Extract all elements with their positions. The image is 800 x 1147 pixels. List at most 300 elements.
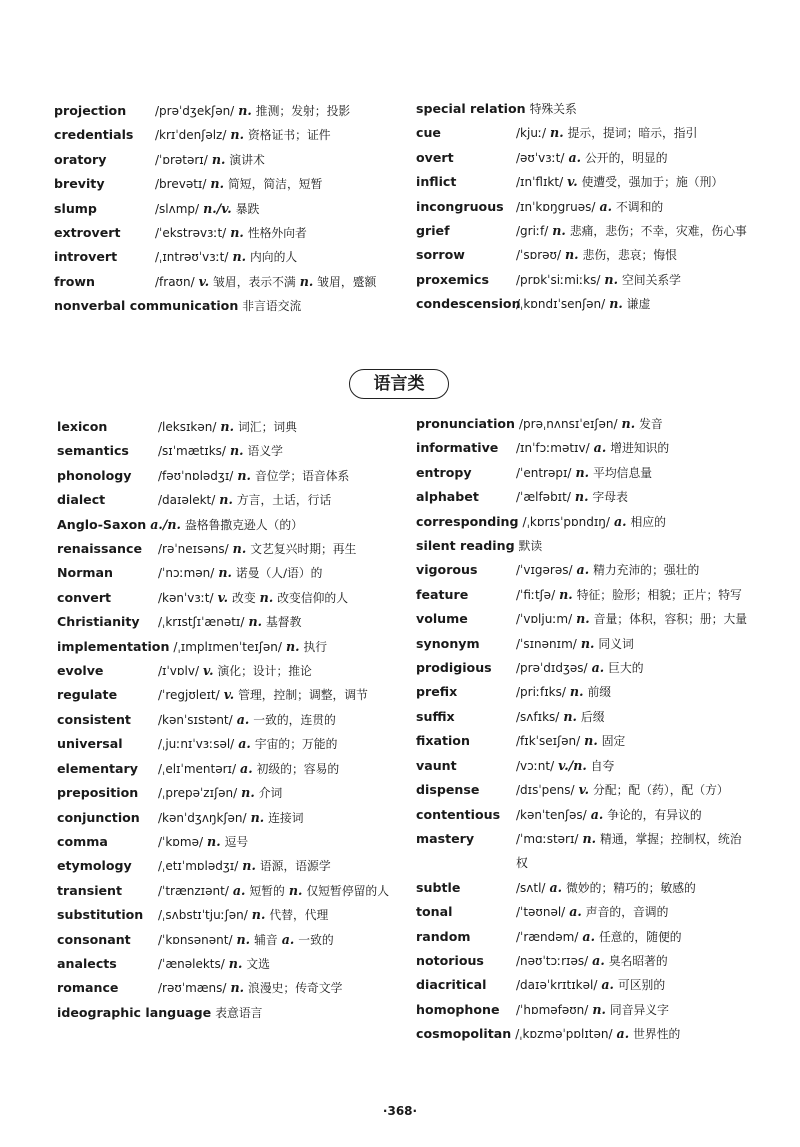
part-of-speech: n. (621, 416, 636, 431)
part-of-speech: v. (203, 663, 214, 679)
chinese-meaning: 一致的，连贯的 (253, 712, 336, 727)
vocab-entry (57, 586, 393, 610)
phonetic: /ɪnˈflɪkt/ (516, 175, 564, 190)
chinese-meaning: 推测；发射；投影 (255, 104, 351, 118)
chinese-meaning: 仅短暂停留的人 (306, 883, 390, 898)
section2-right-column (416, 412, 752, 1047)
headword: projection (54, 103, 127, 118)
vocab-entry (54, 123, 394, 147)
part-of-speech: n. (574, 489, 589, 505)
phonetic: /əʊˈvɜːt/ (516, 150, 565, 165)
headword: silent reading (416, 538, 515, 554)
section2-left-column (57, 415, 393, 1025)
chinese-meaning: 辅音 (254, 932, 278, 947)
headword: prefix (416, 684, 458, 700)
headword: contentious (416, 806, 501, 822)
vocab-entry (416, 243, 752, 267)
headword: Anglo-Saxon (57, 516, 147, 532)
definition (519, 538, 543, 553)
chinese-meaning: 宇宙的；万能的 (254, 737, 338, 752)
vocab-entry (416, 170, 752, 194)
definition (519, 416, 663, 431)
vocab-entry (416, 219, 752, 243)
phonetic: /ɪˈvɒlv/ (158, 664, 199, 679)
headword: preposition (57, 785, 139, 801)
phonetic: /brevətɪ/ (155, 177, 207, 192)
phonetic: /ˈkɒmə/ (158, 834, 204, 849)
vocab-entry (54, 294, 394, 318)
chinese-meaning: 浪漫史；传奇文学 (248, 981, 343, 996)
chinese-meaning: 谦虚 (626, 297, 651, 312)
chinese-meaning: 改变信仰的人 (277, 590, 349, 605)
chinese-meaning: 内向的人 (250, 250, 298, 265)
chinese-meaning: 特殊关系 (529, 102, 577, 116)
chinese-meaning: 介词 (258, 786, 283, 801)
part-of-speech: a. (236, 711, 250, 727)
chinese-meaning: 文选 (246, 956, 270, 971)
vocab-entry (416, 729, 752, 753)
headword: mastery (416, 830, 475, 846)
part-of-speech: a. (576, 562, 590, 578)
part-of-speech: n. (236, 931, 251, 947)
part-of-speech: v. (217, 589, 229, 605)
chinese-meaning: 改变 (232, 590, 256, 605)
vocab-entry (416, 656, 752, 680)
vocab-entry (54, 245, 394, 269)
phonetic: /ˈregjʊleɪt/ (158, 688, 220, 703)
part-of-speech: n. (230, 127, 244, 143)
phonetic: /leksɪkən/ (158, 420, 217, 434)
part-of-speech: n. (563, 708, 577, 724)
part-of-speech: n. (218, 565, 232, 581)
chinese-meaning: 暴跌 (235, 201, 260, 216)
definition (150, 517, 303, 532)
chinese-meaning: 巨大的 (608, 661, 644, 676)
part-of-speech: a. (569, 904, 582, 920)
chinese-meaning: 前缀 (587, 685, 612, 700)
headword: slump (54, 200, 97, 216)
headword: regulate (57, 687, 118, 703)
headword: inflict (416, 174, 457, 190)
part-of-speech: a. (238, 736, 251, 752)
headword: romance (57, 980, 119, 996)
part-of-speech: n. (580, 635, 595, 651)
phonetic: /ˈrændəm/ (516, 929, 579, 944)
headword: universal (57, 736, 123, 752)
part-of-speech: v. (198, 273, 210, 289)
definition (57, 488, 393, 512)
section-title-language: 语言类 (349, 369, 449, 399)
part-of-speech: n. (288, 882, 303, 898)
part-of-speech: n. (565, 247, 579, 263)
part-of-speech: n. (552, 223, 566, 239)
chinese-meaning: 基督教 (266, 615, 302, 630)
chinese-meaning: 简短，简洁，短暂 (227, 177, 323, 192)
vocab-entry (57, 976, 393, 1000)
definition (54, 270, 394, 294)
vocab-entry (416, 534, 752, 558)
part-of-speech: n. (285, 638, 300, 654)
part-of-speech: n. (210, 176, 224, 192)
chinese-meaning: 代替，代理 (269, 908, 329, 923)
chinese-meaning: 悲痛，悲伤；不幸，灾难，伤心事 (569, 224, 747, 239)
phonetic: /ˈvɪgərəs/ (516, 563, 573, 578)
vocab-entry (416, 754, 752, 778)
definition (523, 514, 666, 529)
vocab-entry (57, 806, 393, 830)
vocab-entry (57, 561, 393, 585)
phonetic: /ˈɒrətərɪ/ (155, 152, 208, 167)
chinese-meaning: 演讲术 (229, 152, 265, 167)
phonetic: /ˈkɒnsənənt/ (158, 932, 233, 947)
headword: notorious (416, 952, 484, 968)
part-of-speech: n. (211, 151, 226, 167)
headword: tonal (416, 904, 453, 920)
part-of-speech: n. (576, 611, 590, 627)
chinese-meaning: 声音的，音调的 (585, 905, 669, 920)
phonetic: /griːf/ (516, 224, 549, 239)
vocab-entry (416, 292, 752, 316)
phonetic: /ˈælfəbɪt/ (516, 490, 571, 505)
part-of-speech: v. (578, 782, 590, 798)
chinese-meaning: 默读 (518, 539, 543, 554)
phonetic: /ˈmɑːstərɪ/ (516, 831, 579, 846)
headword: homophone (416, 1001, 500, 1017)
phonetic: /ˈsɪnənɪm/ (516, 636, 577, 651)
chinese-meaning: 皱眉，蹙额 (317, 274, 377, 289)
page-number: ·368· (382, 1104, 418, 1118)
vocab-entry (57, 635, 393, 659)
chinese-meaning: 演化；设计；推论 (217, 664, 312, 679)
headword: prodigious (416, 660, 492, 676)
chinese-meaning: 资格证书；证件 (247, 128, 331, 143)
phonetic: /kənˈtenʃəs/ (516, 807, 587, 822)
definition (416, 876, 752, 900)
chinese-meaning: 表意语言 (215, 1005, 263, 1020)
definition (242, 298, 301, 313)
vocab-entry (54, 221, 394, 245)
part-of-speech: n. (259, 589, 274, 605)
chinese-meaning: 盎格鲁撒克逊人（的） (184, 517, 303, 532)
chinese-meaning: 精力充沛的；强壮的 (593, 563, 700, 578)
chinese-meaning: 连接词 (268, 810, 304, 825)
vocab-entry (416, 632, 752, 656)
vocab-entry (57, 903, 393, 927)
headword: elementary (57, 760, 138, 776)
phonetic: /rəʊˈmæns/ (158, 981, 227, 996)
chinese-meaning: 争论的，有异议的 (607, 807, 702, 822)
vocab-entry (416, 510, 752, 534)
definition (54, 172, 394, 196)
part-of-speech: n. (241, 785, 255, 801)
definition (416, 219, 752, 243)
vocab-entry (54, 197, 394, 221)
part-of-speech: n. (575, 464, 590, 480)
headword: random (416, 928, 471, 944)
part-of-speech: n. (232, 249, 246, 265)
headword: Norman (57, 565, 113, 581)
phonetic: /fraʊn/ (155, 274, 195, 289)
phonetic: /slʌmp/ (155, 201, 200, 216)
phonetic: /kjuː/ (516, 126, 547, 141)
headword: cosmopolitan (416, 1026, 512, 1042)
chinese-meaning: 使遭受，强加于；施（刑） (581, 175, 724, 190)
chinese-meaning: 公开的，明显的 (585, 150, 668, 165)
part-of-speech: n. (219, 492, 233, 508)
chinese-meaning: 词汇；词典 (237, 420, 297, 434)
vocab-entry (416, 558, 752, 582)
phonetic: /ˌkrɪstʃɪˈænətɪ/ (158, 615, 245, 630)
vocab-entry (57, 464, 393, 488)
headword: ideographic language (57, 1004, 212, 1020)
vocab-entry (416, 485, 752, 509)
headword: transient (57, 882, 123, 898)
vocab-entry (416, 97, 752, 121)
part-of-speech: n. (604, 271, 618, 287)
vocab-entry (57, 513, 393, 537)
part-of-speech: n. (251, 907, 266, 923)
headword: frown (54, 273, 95, 289)
part-of-speech: n. (582, 830, 597, 846)
phonetic: /ˈsɒrəʊ/ (516, 248, 561, 263)
part-of-speech: a. (601, 977, 614, 993)
chinese-meaning: 相应的 (630, 514, 666, 529)
part-of-speech: a. (549, 879, 563, 895)
vocab-entry (416, 803, 752, 827)
vocab-entry (54, 148, 394, 172)
headword: consonant (57, 931, 131, 947)
vocab-entry (57, 952, 393, 976)
phonetic: /ˌkɒrɪsˈpɒndɪŋ/ (522, 514, 610, 529)
chinese-meaning: 执行 (303, 639, 328, 654)
part-of-speech: n. (220, 419, 234, 434)
vocab-entry (416, 146, 752, 170)
chinese-meaning: 性格外向者 (247, 226, 307, 241)
phonetic: /sʌfɪks/ (516, 709, 560, 724)
headword: grief (416, 223, 450, 239)
phonetic: /kənˈsɪstənt/ (158, 712, 233, 727)
vocab-entry (54, 99, 394, 123)
chinese-meaning: 同义词 (598, 636, 634, 651)
headword: evolve (57, 663, 104, 679)
chinese-meaning: 精通，掌握；控制权，统治权 (516, 831, 742, 871)
definition (416, 705, 752, 729)
vocab-entry (54, 270, 394, 294)
phonetic: /kənˈdʒʌŋkʃən/ (158, 810, 247, 825)
chinese-meaning: 文艺复兴时期；再生 (250, 542, 357, 557)
headword: analects (57, 955, 117, 971)
vocab-entry (57, 928, 393, 952)
part-of-speech: n. (228, 955, 243, 971)
part-of-speech: a. (281, 931, 295, 947)
definition (416, 680, 752, 704)
headword: subtle (416, 879, 461, 895)
headword: cue (416, 125, 441, 141)
chinese-meaning: 音位学；语音体系 (254, 468, 350, 483)
vocab-entry (57, 757, 393, 781)
headword: suffix (416, 708, 455, 724)
headword: condescension (416, 296, 521, 312)
phonetic: /prɒkˈsiːmiːks/ (516, 272, 601, 287)
vocab-entry (416, 268, 752, 292)
chinese-meaning: 增进知识的 (610, 441, 670, 456)
phonetic: /ˈtəʊnəl/ (516, 905, 566, 920)
headword: corresponding (416, 513, 519, 529)
chinese-meaning: 方言，土话，行话 (236, 493, 332, 508)
vocab-entry (57, 879, 393, 903)
headword: phonology (57, 467, 132, 483)
vocab-entry (416, 121, 752, 145)
part-of-speech: v./n. (558, 757, 587, 773)
phonetic: /priːfɪks/ (516, 685, 566, 700)
definition (54, 197, 394, 221)
vocab-entry (416, 607, 752, 631)
headword: fixation (416, 733, 470, 749)
phonetic: /ˌɪmplɪmenˈteɪʃən/ (173, 639, 282, 654)
headword: oratory (54, 151, 107, 167)
phonetic: /ˈekstrəvɜːt/ (155, 226, 227, 241)
definition (416, 754, 752, 778)
chinese-meaning: 可区别的 (617, 978, 666, 993)
phonetic: /ɪnˈkɒŋgruəs/ (516, 199, 596, 214)
phonetic: /ˌelɪˈmentərɪ/ (158, 761, 237, 776)
phonetic: /vɔːnt/ (516, 758, 555, 773)
vocab-entry (416, 876, 752, 900)
chinese-meaning: 自夸 (590, 758, 615, 773)
headword: informative (416, 440, 499, 456)
phonetic: /fəʊˈnɒlədʒɪ/ (158, 468, 234, 483)
phonetic: /ˈnɔːmən/ (158, 566, 215, 581)
vocab-entry (416, 827, 752, 876)
headword: conjunction (57, 809, 140, 825)
headword: vaunt (416, 757, 457, 773)
headword: extrovert (54, 225, 121, 241)
headword: volume (416, 611, 468, 627)
chinese-meaning: 管理，控制；调整，调节 (238, 688, 368, 703)
vocab-entry (416, 998, 752, 1022)
part-of-speech: n. (238, 103, 252, 118)
definition (57, 415, 393, 439)
headword: proxemics (416, 271, 489, 287)
part-of-speech: v. (567, 174, 578, 190)
headword: synonym (416, 635, 480, 651)
definition (515, 1026, 680, 1041)
phonetic: /rəˈneɪsəns/ (158, 542, 229, 557)
vocab-entry (416, 949, 752, 973)
phonetic: /ˈænəlekts/ (158, 956, 225, 971)
definition (57, 659, 393, 683)
phonetic: /ˌjuːnɪˈvɜːsəl/ (158, 737, 235, 752)
section1-right-column (416, 97, 752, 317)
phonetic: /ˈhɒməfəʊn/ (516, 1002, 589, 1017)
vocab-entry (57, 610, 393, 634)
vocab-entry (57, 659, 393, 683)
definition (416, 170, 752, 194)
part-of-speech: a. (593, 440, 607, 456)
headword: Christianity (57, 614, 140, 630)
headword: feature (416, 586, 469, 602)
vocab-entry (416, 412, 752, 436)
vocab-entry (416, 900, 752, 924)
part-of-speech: n. (237, 467, 251, 483)
chinese-meaning: 不调和的 (616, 199, 664, 214)
headword: renaissance (57, 541, 142, 557)
headword: convert (57, 589, 112, 605)
headword: comma (57, 833, 108, 849)
chinese-meaning: 语义学 (247, 444, 283, 459)
part-of-speech: n. (559, 586, 573, 602)
chinese-meaning: 臭名昭著的 (608, 953, 668, 968)
definition (416, 243, 752, 267)
chinese-meaning: 平均信息量 (593, 465, 653, 480)
phonetic: /dɪsˈpens/ (516, 783, 575, 798)
vocab-entry (416, 680, 752, 704)
chinese-meaning: 固定 (601, 734, 626, 749)
vocab-entry (57, 732, 393, 756)
definition (416, 121, 752, 145)
phonetic: /krɪˈdenʃəlz/ (155, 128, 227, 143)
definition (530, 101, 577, 116)
part-of-speech: n. (250, 809, 265, 825)
part-of-speech: a. (232, 882, 246, 898)
part-of-speech: a. (568, 149, 581, 165)
definition (416, 900, 752, 924)
vocab-entry (57, 683, 393, 707)
vocab-entry (416, 705, 752, 729)
vocab-entry (416, 1022, 752, 1046)
definition (173, 639, 327, 654)
headword: etymology (57, 858, 132, 874)
part-of-speech: a. (616, 1026, 630, 1042)
phonetic: /prəˈdɪdʒəs/ (516, 661, 588, 676)
vocab-entry (57, 537, 393, 561)
vocab-entry (57, 708, 393, 732)
vocab-entry (57, 781, 393, 805)
vocab-entry (54, 172, 394, 196)
vocab-entry (416, 436, 752, 460)
headword: brevity (54, 176, 105, 192)
part-of-speech: a. (591, 660, 605, 676)
phonetic: /prəˈdʒekʃən/ (155, 104, 235, 118)
phonetic: /sʌtl/ (516, 880, 546, 895)
part-of-speech: n. (609, 296, 623, 312)
headword: semantics (57, 443, 129, 459)
vocab-entry (57, 854, 393, 878)
part-of-speech: n. (230, 225, 244, 241)
vocab-entry (416, 195, 752, 219)
part-of-speech: a. (590, 806, 604, 822)
part-of-speech: n./v. (203, 200, 232, 216)
chinese-meaning: 特征；脸形；相貌；正片；特写 (576, 587, 742, 602)
phonetic: /ˌɪntrəʊˈvɜːt/ (155, 250, 229, 265)
phonetic: /ˈvɒljuːm/ (516, 612, 573, 627)
chinese-meaning: 世界性的 (633, 1027, 681, 1042)
part-of-speech: v. (223, 687, 235, 703)
chinese-meaning: 后缀 (580, 709, 605, 724)
part-of-speech: a. (599, 198, 612, 214)
headword: pronunciation (416, 416, 516, 431)
part-of-speech: n. (230, 980, 245, 996)
headword: alphabet (416, 489, 479, 505)
chinese-meaning: 诺曼（人/语）的 (235, 566, 323, 581)
chinese-meaning: 非言语交流 (242, 299, 302, 314)
vocab-entry (416, 925, 752, 949)
phonetic: /ˌetɪˈmɒlədʒɪ/ (158, 859, 239, 874)
vocab-entry (57, 415, 393, 439)
vocab-entry (57, 830, 393, 854)
headword: nonverbal communication (54, 298, 239, 314)
chinese-meaning: 同音异义字 (609, 1002, 669, 1017)
